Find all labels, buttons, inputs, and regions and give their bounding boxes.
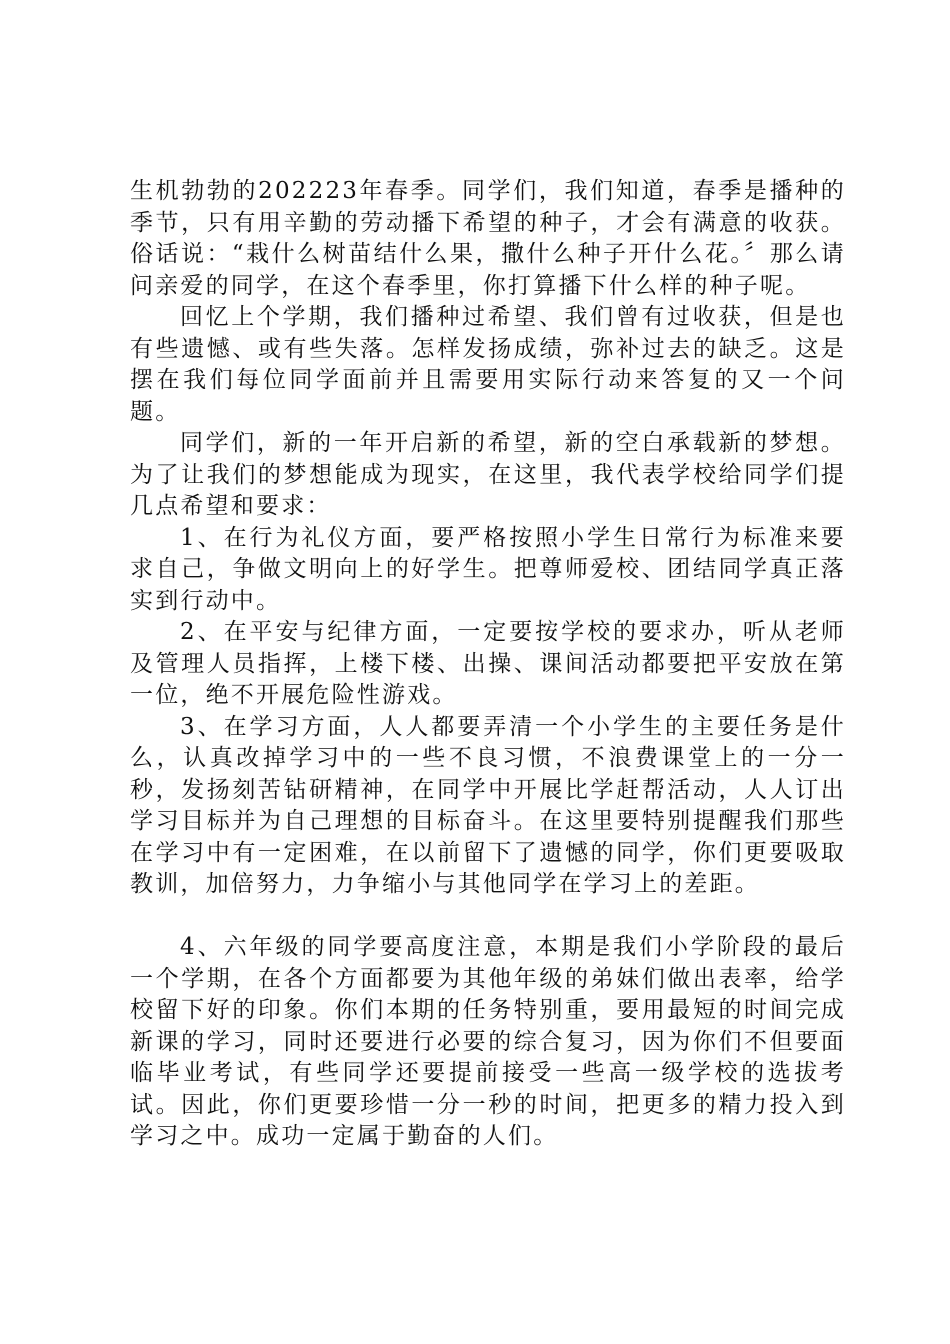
paragraph-requirement-etiquette: 1、在行为礼仪方面，要严格按照小学生日常行为标准来要求自己，争做文明向上的好学生。把尊师爱校、团结同学真正落实到行动中。 xyxy=(130,524,846,614)
paragraph-requirement-grade-six: 4、六年级的同学要高度注意，本期是我们小学阶段的最后一个学期，在各个方面都要为其他年级的弟妹们做出表率，给学校留下好的印象。你们本期的任务特别重，要用最短的时间完成新课的学习，同时还要进行必要的综合复习，因为你们不但要面临毕业考试，有些同学还要提前接受一些高一级学校的选拔考试。因此，你们更要珍惜一分一秒的时间，把更多的精力投入到学习之中。成功一定属于勤奋的人们。 xyxy=(130,934,846,1149)
paragraph-last-semester: 回忆上个学期，我们播种过希望、我们曾有过收获，但是也有些遗憾、或有些失落。怎样发扬成绩，弥补过去的缺乏。这是摆在我们每位同学面前并且需要用实际行动来答复的又一个问题。 xyxy=(130,304,846,425)
paragraph-requirement-study: 3、在学习方面，人人都要弄清一个小学生的主要任务是什么，认真改掉学习中的一些不良习惯，不浪费课堂上的一分一秒，发扬刻苦钻研精神，在同学中开展比学赶帮活动，人人订出学习目标并为自己理想的目标奋斗。在这里要特别提醒我们那些在学习中有一定困难，在以前留下了遗憾的同学，你们更要吸取教训，加倍努力，力争缩小与其他同学在学习上的差距。 xyxy=(130,713,846,897)
paragraph-spacer xyxy=(130,901,846,933)
paragraph-requirement-safety: 2、在平安与纪律方面，一定要按学校的要求办，听从老师及管理人员指挥，上楼下楼、出操、课间活动都要把平安放在第一位，绝不开展危险性游戏。 xyxy=(130,619,846,708)
paragraph-spring-intro: 生机勃勃的202223年春季。同学们，我们知道，春季是播种的季节，只有用辛勤的劳动播下希望的种子，才会有满意的收获。俗话说：“栽什么树苗结什么果，撒什么种子开什么花。〞那么请问亲爱的同学，在这个春季里，你打算播下什么样的种子呢。 xyxy=(130,178,846,299)
paragraph-new-year-hopes: 同学们，新的一年开启新的希望，新的空白承载新的梦想。为了让我们的梦想能成为现实，在这里，我代表学校给同学们提几点希望和要求： xyxy=(130,430,846,519)
document-body xyxy=(130,176,846,1153)
